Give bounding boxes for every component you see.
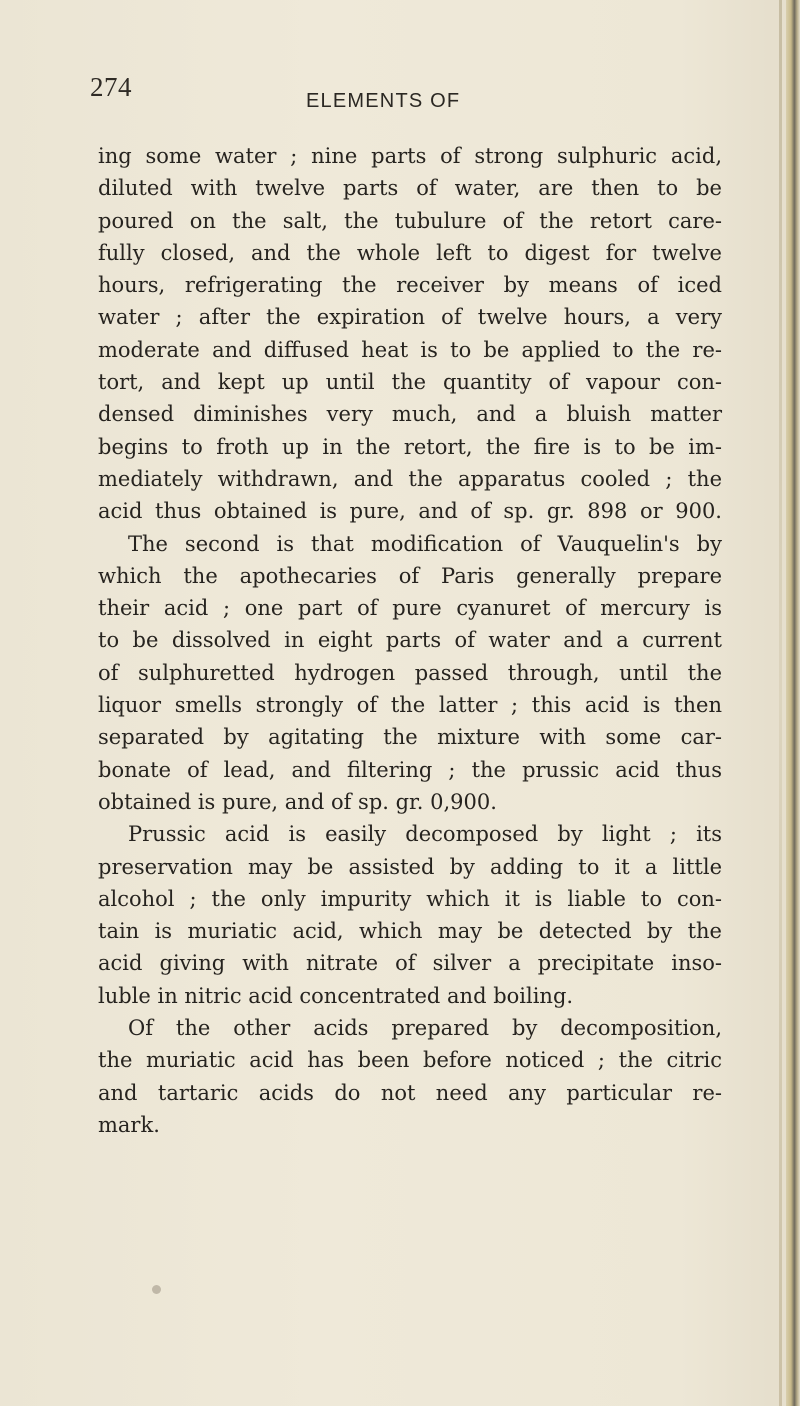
running-head: ELEMENTS OF xyxy=(306,90,461,112)
text-line: The second is that modification of Vauquelin's by xyxy=(128,531,722,556)
text-line: begins to froth up in the retort, the fire is to be im- xyxy=(98,434,722,459)
text-line: of sulphuretted hydrogen passed through, until the xyxy=(98,660,722,685)
paragraph-4 xyxy=(98,1012,722,1141)
text-line: their acid ; one part of pure cyanuret of mercury is xyxy=(98,596,722,621)
text-line: tort, and kept up until the quantity of vapour con- xyxy=(98,370,722,395)
text-line: liquor smells strongly of the latter ; this acid is then xyxy=(98,693,722,718)
text-line: mediately withdrawn, and the apparatus cooled ; the xyxy=(98,466,722,491)
paragraph-3 xyxy=(98,818,722,1012)
paragraph-1 xyxy=(98,140,722,528)
text-line: acid giving with nitrate of silver a precipitate inso- xyxy=(98,951,722,976)
text-line: separated by agitating the mixture with some car- xyxy=(98,725,722,750)
text-line: bonate of lead, and filtering ; the prussic acid thus xyxy=(98,757,722,782)
body-text xyxy=(98,140,722,1141)
text-line: Prussic acid is easily decomposed by light ; its xyxy=(128,822,722,847)
text-line: mark. xyxy=(98,1112,160,1137)
text-line: fully closed, and the whole left to digest for twelve xyxy=(98,240,722,265)
paper-speck xyxy=(152,1285,161,1294)
text-line: alcohol ; the only impurity which it is liable to con- xyxy=(98,886,722,911)
text-line: the muriatic acid has been before noticed ; the citric xyxy=(98,1048,722,1073)
text-line: luble in nitric acid concentrated and boiling. xyxy=(98,983,574,1008)
text-line: poured on the salt, the tubulure of the retort care- xyxy=(98,208,722,233)
text-line: diluted with twelve parts of water, are then to be xyxy=(98,176,722,201)
text-line: and tartaric acids do not need any particular re- xyxy=(98,1080,722,1105)
text-line: water ; after the expiration of twelve hours, a very xyxy=(98,305,722,330)
page-edge-shadow xyxy=(779,0,782,1406)
binding-edge xyxy=(786,0,800,1406)
text-line: Of the other acids prepared by decomposition, xyxy=(128,1016,722,1041)
text-line: ing some water ; nine parts of strong sulphuric acid, xyxy=(98,144,722,168)
text-line: obtained is pure, and of sp. gr. 0,900. xyxy=(98,789,497,814)
text-line: which the apothecaries of Paris generally prepare xyxy=(98,563,722,588)
text-line: hours, refrigerating the receiver by means of iced xyxy=(98,273,722,298)
text-line: acid thus obtained is pure, and of sp. gr. 898 or 900. xyxy=(98,499,722,524)
page-number: 274 xyxy=(90,72,132,102)
paragraph-2 xyxy=(98,528,722,819)
text-line: to be dissolved in eight parts of water and a current xyxy=(98,628,722,653)
text-line: preservation may be assisted by adding to it a little xyxy=(98,854,722,879)
text-line: tain is muriatic acid, which may be detected by the xyxy=(98,919,722,944)
text-line: densed diminishes very much, and a bluish matter xyxy=(98,402,722,427)
text-line: moderate and diffused heat is to be applied to the re- xyxy=(98,337,722,362)
